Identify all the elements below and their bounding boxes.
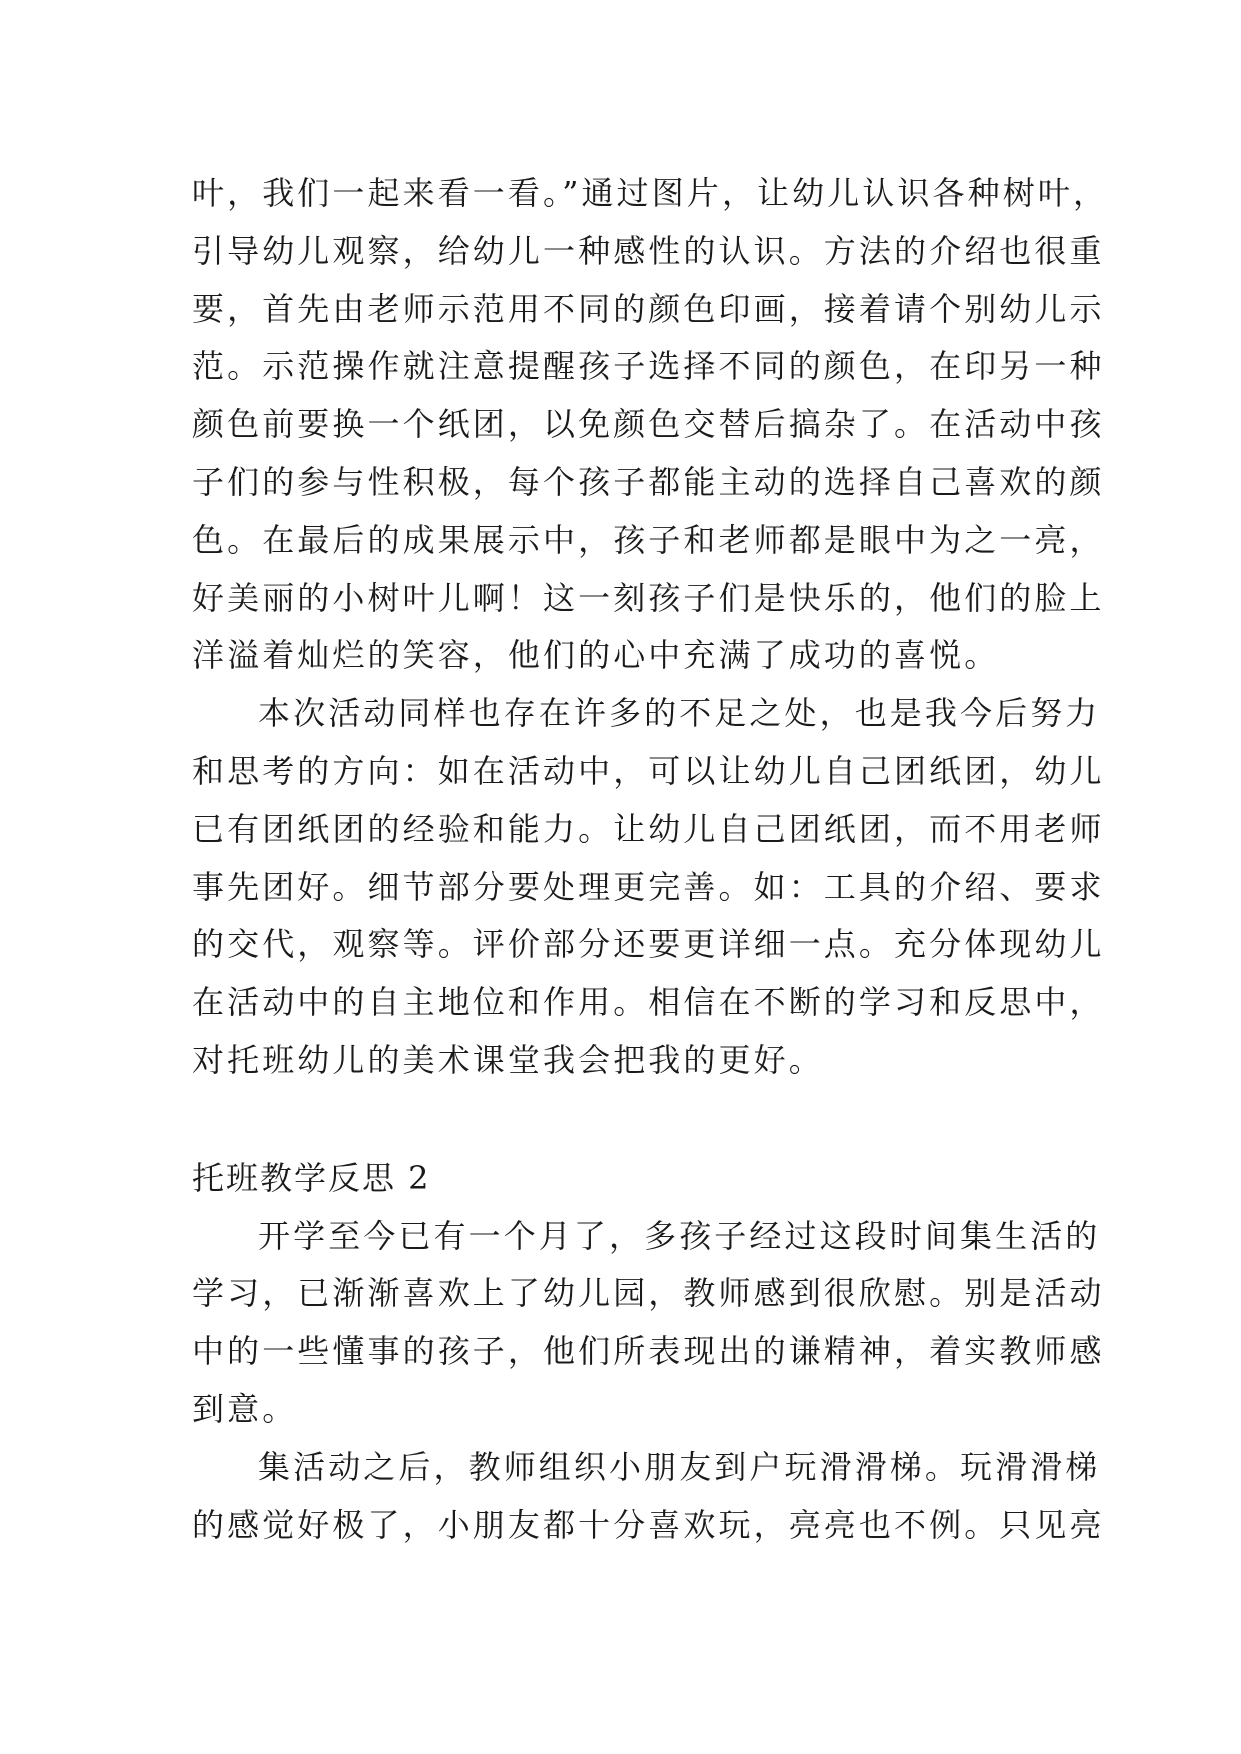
text-line: 学习，已渐渐喜欢上了幼儿园，教师感到很欣慰。别是活动: [192, 1274, 1105, 1313]
text-line: 本次活动同样也存在许多的不足之处，也是我今后努力: [258, 694, 1101, 733]
text-line: 开学至今已有一个月了，多孩子经过这段时间集生活的: [258, 1216, 1101, 1255]
text-line: 要，首先由老师示范用不同的颜色印画，接着请个别幼儿示: [192, 289, 1105, 328]
text-line: 色。在最后的成果展示中，孩子和老师都是眼中为之一亮，: [192, 520, 1105, 559]
text-line: 事先团好。细节部分要处理更完善。如：工具的介绍、要求: [192, 867, 1105, 906]
text-line: 的交代，观察等。评价部分还要更详细一点。充分体现幼儿: [192, 925, 1105, 964]
text-line: 和思考的方向：如在活动中，可以让幼儿自己团纸团，幼儿: [192, 751, 1105, 790]
text-line: 颜色前要换一个纸团，以免颜色交替后搞杂了。在活动中孩: [192, 405, 1105, 444]
text-line: 洋溢着灿烂的笑容，他们的心中充满了成功的喜悦。: [192, 636, 1000, 675]
text-line: 子们的参与性积极，每个孩子都能主动的选择自己喜欢的颜: [192, 462, 1105, 501]
paragraph-1: [192, 165, 1109, 685]
paragraph-2: [192, 685, 1105, 1090]
text-line: 在活动中的自主地位和作用。相信在不断的学习和反思中，: [192, 983, 1105, 1022]
paragraph-4: [192, 1439, 1105, 1555]
text-line: 引导幼儿观察，给幼儿一种感性的认识。方法的介绍也很重: [192, 231, 1105, 270]
text-line: 好美丽的小树叶儿啊！这一刻孩子们是快乐的，他们的脸上: [192, 578, 1105, 617]
text-line: 对托班幼儿的美术课堂我会把我的更好。: [192, 1040, 824, 1079]
text-line: 已有团纸团的经验和能力。让幼儿自己团纸团，而不用老师: [192, 809, 1105, 848]
text-line: 到意。: [192, 1389, 298, 1428]
document-page: [192, 165, 1109, 1554]
text-line: 集活动之后，教师组织小朋友到户玩滑滑梯。玩滑滑梯: [258, 1447, 1101, 1486]
text-line: 的感觉好极了，小朋友都十分喜欢玩，亮亮也不例。只见亮: [192, 1505, 1105, 1544]
text-line: 范。示范操作就注意提醒孩子选择不同的颜色，在印另一种: [192, 347, 1105, 386]
text-line: 中的一些懂事的孩子，他们所表现出的谦精神，着实教师感: [192, 1332, 1105, 1371]
text-line: 叶，我们一起来看一看。”通过图片，让幼儿认识各种树叶，: [192, 174, 1109, 212]
section-title: 托班教学反思 2: [192, 1158, 431, 1197]
paragraph-3: [192, 1208, 1105, 1439]
section-spacer: [192, 1090, 1052, 1150]
